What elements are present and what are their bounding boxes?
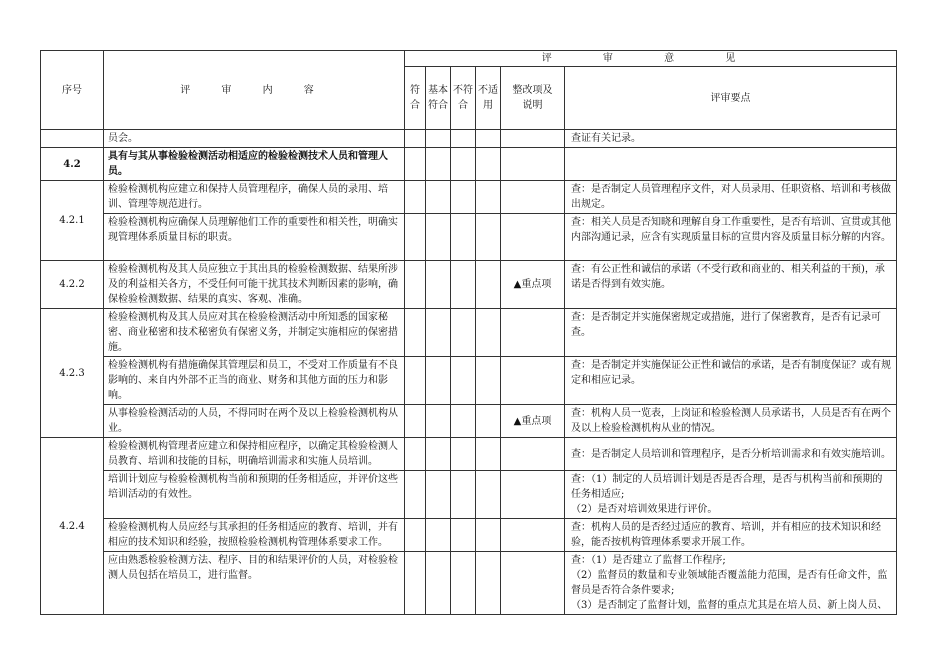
table-row [41,261,897,309]
review-point-cell: 查证有关记录。 [565,130,897,148]
table-row [41,357,897,405]
content-cell: 检验检测机构及其人员应对其在检验检测活动中所知悉的国家秘密、商业秘密和技术秘密负有保密义务，并制定实施相应的保密措施。 [104,309,405,357]
review-point-cell: 查：有公正性和诚信的承诺（不受行政和商业的、相关利益的干预)，承诺是否得到有效实施。 [565,261,897,309]
header-content: 评 审 内 容 [104,51,405,130]
key-item-mark: ▲重点项 [501,261,565,309]
content-cell: 检验检测机构应建立和保持人员管理程序，确保人员的录用、培训、管理等规范进行。 [104,181,405,214]
header-conform: 符合 [405,67,426,130]
review-table [40,50,897,615]
review-point-cell: 查：是否制定人员管理程序文件，对人员录用、任职资格、培训和考核做出规定。 [565,181,897,214]
header-basic-conform: 基本符合 [426,67,451,130]
header-seq: 序号 [41,51,104,130]
table-row [41,471,897,519]
content-cell: 检验检测机构应确保人员理解他们工作的重要性和相关性，明确实现管理体系质量目标的职责。 [104,214,405,261]
review-point-cell: 查：相关人员是否知晓和理解自身工作重要性，是否有培训、宣贯或其他内部沟通记录，应含有实现质量目标的宣贯内容及质量目标分解的内容。 [565,214,897,261]
review-point-cell: 查：机构人员一览表，上岗证和检验检测人员承诺书，人员是否有在两个及以上检验检测机构从业的情况。 [565,405,897,438]
header-not-applicable: 不适用 [476,67,501,130]
key-item-mark: ▲重点项 [501,405,565,438]
review-point-cell: 查：是否制定人员培训和管理程序，是否分析培训需求和有效实施培训。 [565,438,897,471]
content-cell: 应由熟悉检验检测方法、程序、目的和结果评价的人员，对检验检测人员包括在培员工，进行监督。 [104,552,405,615]
header-opinion: 评 审 意 见 [405,51,897,67]
table-row [41,181,897,214]
section-number: 4.2.3 [41,309,104,438]
section-number: 4.2.1 [41,181,104,261]
review-point-cell: 查：是否制定并实施保证公正性和诚信的承诺，是否有制度保证？或有规定和相应记录。 [565,357,897,405]
content-cell: 从事检验检测活动的人员，不得同时在两个及以上检验检测机构从业。 [104,405,405,438]
section-number: 4.2.2 [41,261,104,309]
table-row [41,148,897,181]
content-cell: 检验检测机构有措施确保其管理层和员工，不受对工作质量有不良影响的、来自内外部不正当的商业、财务和其他方面的压力和影响。 [104,357,405,405]
header-nonconform: 不符合 [451,67,476,130]
content-cell: 检验检测机构人员应经与其承担的任务相适应的教育、培训，并有相应的技术知识和经验，按照检验检测机构管理体系要求工作。 [104,519,405,552]
table-row [41,130,897,148]
review-point-cell: 查：（1）是否建立了监督工作程序; （2）监督员的数量和专业领域能否覆盖能力范围，是否有任命文件，监督员是否符合条件要求; （3）是否制定了监督计划，监督的重点尤其是在培人员、新上岗人员、 [565,552,897,615]
content-cell: 员会。 [104,130,405,148]
table-row [41,405,897,438]
header-review-points: 评审要点 [565,67,897,130]
table-row [41,438,897,471]
review-point-cell: 查：机构人员的是否经过适应的教育、培训，并有相应的技术知识和经验，能否按机构管理体系要求开展工作。 [565,519,897,552]
section-number: 4.2 [41,148,104,181]
review-point-cell: 查：是否制定并实施保密规定或措施，进行了保密教育，是否有记录可查。 [565,309,897,357]
table-row [41,309,897,357]
content-cell: 检验检测机构及其人员应独立于其出具的检验检测数据、结果所涉及的利益相关各方，不受任何可能干扰其技术判断因素的影响，确保检验检测数据、结果的真实、客观、准确。 [104,261,405,309]
table-row [41,519,897,552]
content-cell: 培训计划应与检验检测机构当前和预期的任务相适应，并评价这些培训活动的有效性。 [104,471,405,519]
header-rectify: 整改项及说明 [501,67,565,130]
table-row [41,214,897,261]
section-number: 4.2.4 [41,438,104,615]
content-cell: 具有与其从事检验检测活动相适应的检验检测技术人员和管理人员。 [104,148,405,181]
content-cell: 检验检测机构管理者应建立和保持相应程序，以确定其检验检测人员教育、培训和技能的目标，明确培训需求和实施人员培训。 [104,438,405,471]
table-row [41,552,897,615]
review-point-cell: 查：（1）制定的人员培训计划是否是否合理，是否与机构当前和预期的任务相适应; （2）是否对培训效果进行评价。 [565,471,897,519]
